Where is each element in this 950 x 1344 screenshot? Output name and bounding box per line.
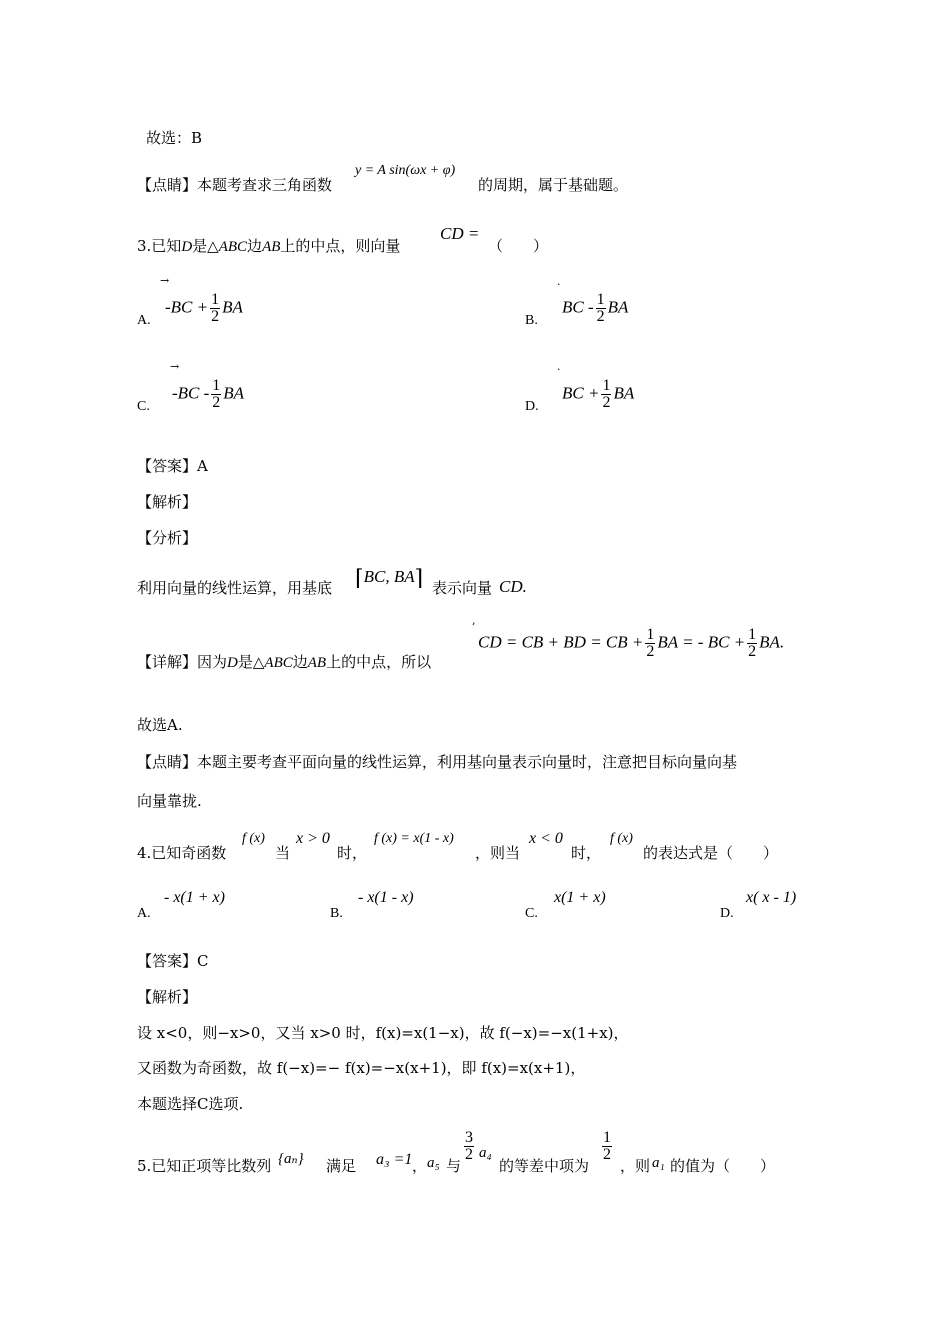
q3-option-d-expr: BC + $\frac{1}{2}$ BA [562,377,635,411]
q3-option-b-label: B. [525,313,538,328]
q5-yu: 与 [446,1157,462,1175]
q3-paren: （ ） [488,237,549,255]
vector-arrow-icon: → [160,274,170,287]
q4-stem-prefix: 4.已知奇函数 [137,844,227,862]
q5-man: 满足 [326,1157,357,1175]
q4-tail: 的表达式是（ ） [643,844,779,862]
q3-option-a-label: A. [137,313,151,328]
q5-comma: ， [412,1157,428,1175]
q4-line3: 本题选择C选项. [137,1095,244,1113]
q5-frac-3-2: $\frac{3}{2}$ [465,1129,473,1163]
q5-a3: a₃ =1 [376,1151,413,1168]
q3-fenxi: 【分析】 [137,529,198,547]
q3-tip: 【点睛】本题主要考查平面向量的线性运算，利用基向量表示向量时，注意把目标向量向基 [137,753,738,771]
q4-fx: f (x) [242,831,265,846]
q4-option-c-expr: x(1 + x) [554,889,606,906]
q4-option-a-expr: - x(1 + x) [164,889,225,906]
q5-seq: {aₙ} [278,1151,304,1167]
vector-dot-icon: · [557,278,561,291]
q3-answer: 【答案】A [137,457,208,475]
q3-fenxi-mid: 表示向量 [432,579,493,597]
q3-option-c-label: C. [137,399,150,414]
prev-tip-suffix: 的周期，属于基础题。 [478,176,629,194]
prev-tip-prefix: 【点睛】本题考查求三角函数 [137,176,333,194]
q3-fenxi-text: 利用向量的线性运算，用基底 [137,579,333,597]
q3-analysis: 【解析】 [137,493,198,511]
q4-option-d-expr: x( x - 1) [746,889,797,906]
prev-tip-formula: y = A sin(ωx + φ) [355,163,456,178]
q3-detail-text: 【详解】因为D是△ABC边AB上的中点，所以 [137,653,432,671]
q4-line2: 又函数为奇函数，故 f(−x)=− f(x)=−x(x+1)，即 f(x)=x(x+1)， [137,1059,586,1077]
q5-stem-prefix: 5.已知正项等比数列 [137,1157,272,1175]
q3-cd-eq: CD = [440,224,480,243]
vector-arrow-icon: → [170,360,180,373]
q4-x-gt-0: x > 0 [296,830,330,847]
q3-option-a-expr: -BC + $\frac{1}{2}$ BA [165,291,243,325]
q3-option-d-label: D. [525,399,539,414]
q5-tail: 的值为（ ） [670,1157,776,1175]
q5-a1: a₁ [652,1155,665,1171]
q4-option-d-label: D. [720,906,734,921]
q4-line1: 设 x<0，则−x>0，又当 x>0 时，f(x)=x(1−x)，故 f(−x)=−x(1+x)， [137,1024,629,1042]
q4-option-b-expr: - x(1 - x) [358,889,414,906]
q4-dang: 当 [275,844,291,862]
q3-option-b-expr: BC - $\frac{1}{2}$ BA [562,291,629,325]
q5-a5: a₅ [427,1155,440,1171]
vector-dot-icon: · [557,363,561,376]
q4-answer: 【答案】C [137,952,209,970]
q5-mid: 的等差中项为 [499,1157,590,1175]
q3-basis: ⌈BC, BA⌉ [355,565,424,591]
prev-choice: 故选：B [146,129,203,147]
q3-detail-expr: CD = CB + BD = CB + $\frac{1}{2}$ BA = - BC + $\frac{1}{2}$ BA. [478,626,785,660]
vector-dot-icon: , [472,614,476,627]
q3-choose: 故选A. [137,716,183,734]
q4-fx2: f (x) [610,831,633,846]
q5-frac-1-2: $\frac{1}{2}$ [603,1129,611,1163]
q4-option-b-label: B. [330,906,343,921]
q4-option-a-label: A. [137,906,151,921]
q5-a4: a₄ [479,1145,492,1161]
q4-shi2: 时， [571,844,602,862]
q4-analysis: 【解析】 [137,988,198,1006]
q4-then: ，则当 [475,844,521,862]
q4-shi: 时， [337,844,368,862]
q5-then: ，则 [620,1157,651,1175]
q4-f-def: f (x) = x(1 - x) [374,831,454,846]
q3-cd: CD. [499,577,527,596]
q4-x-lt-0: x < 0 [529,830,563,847]
q3-option-c-expr: -BC - $\frac{1}{2}$ BA [172,377,245,411]
q3-stem: 3.已知D是△ABC边AB上的中点，则向量 [137,237,401,255]
q3-tip2: 向量靠拢. [137,792,202,810]
q4-option-c-label: C. [525,906,538,921]
